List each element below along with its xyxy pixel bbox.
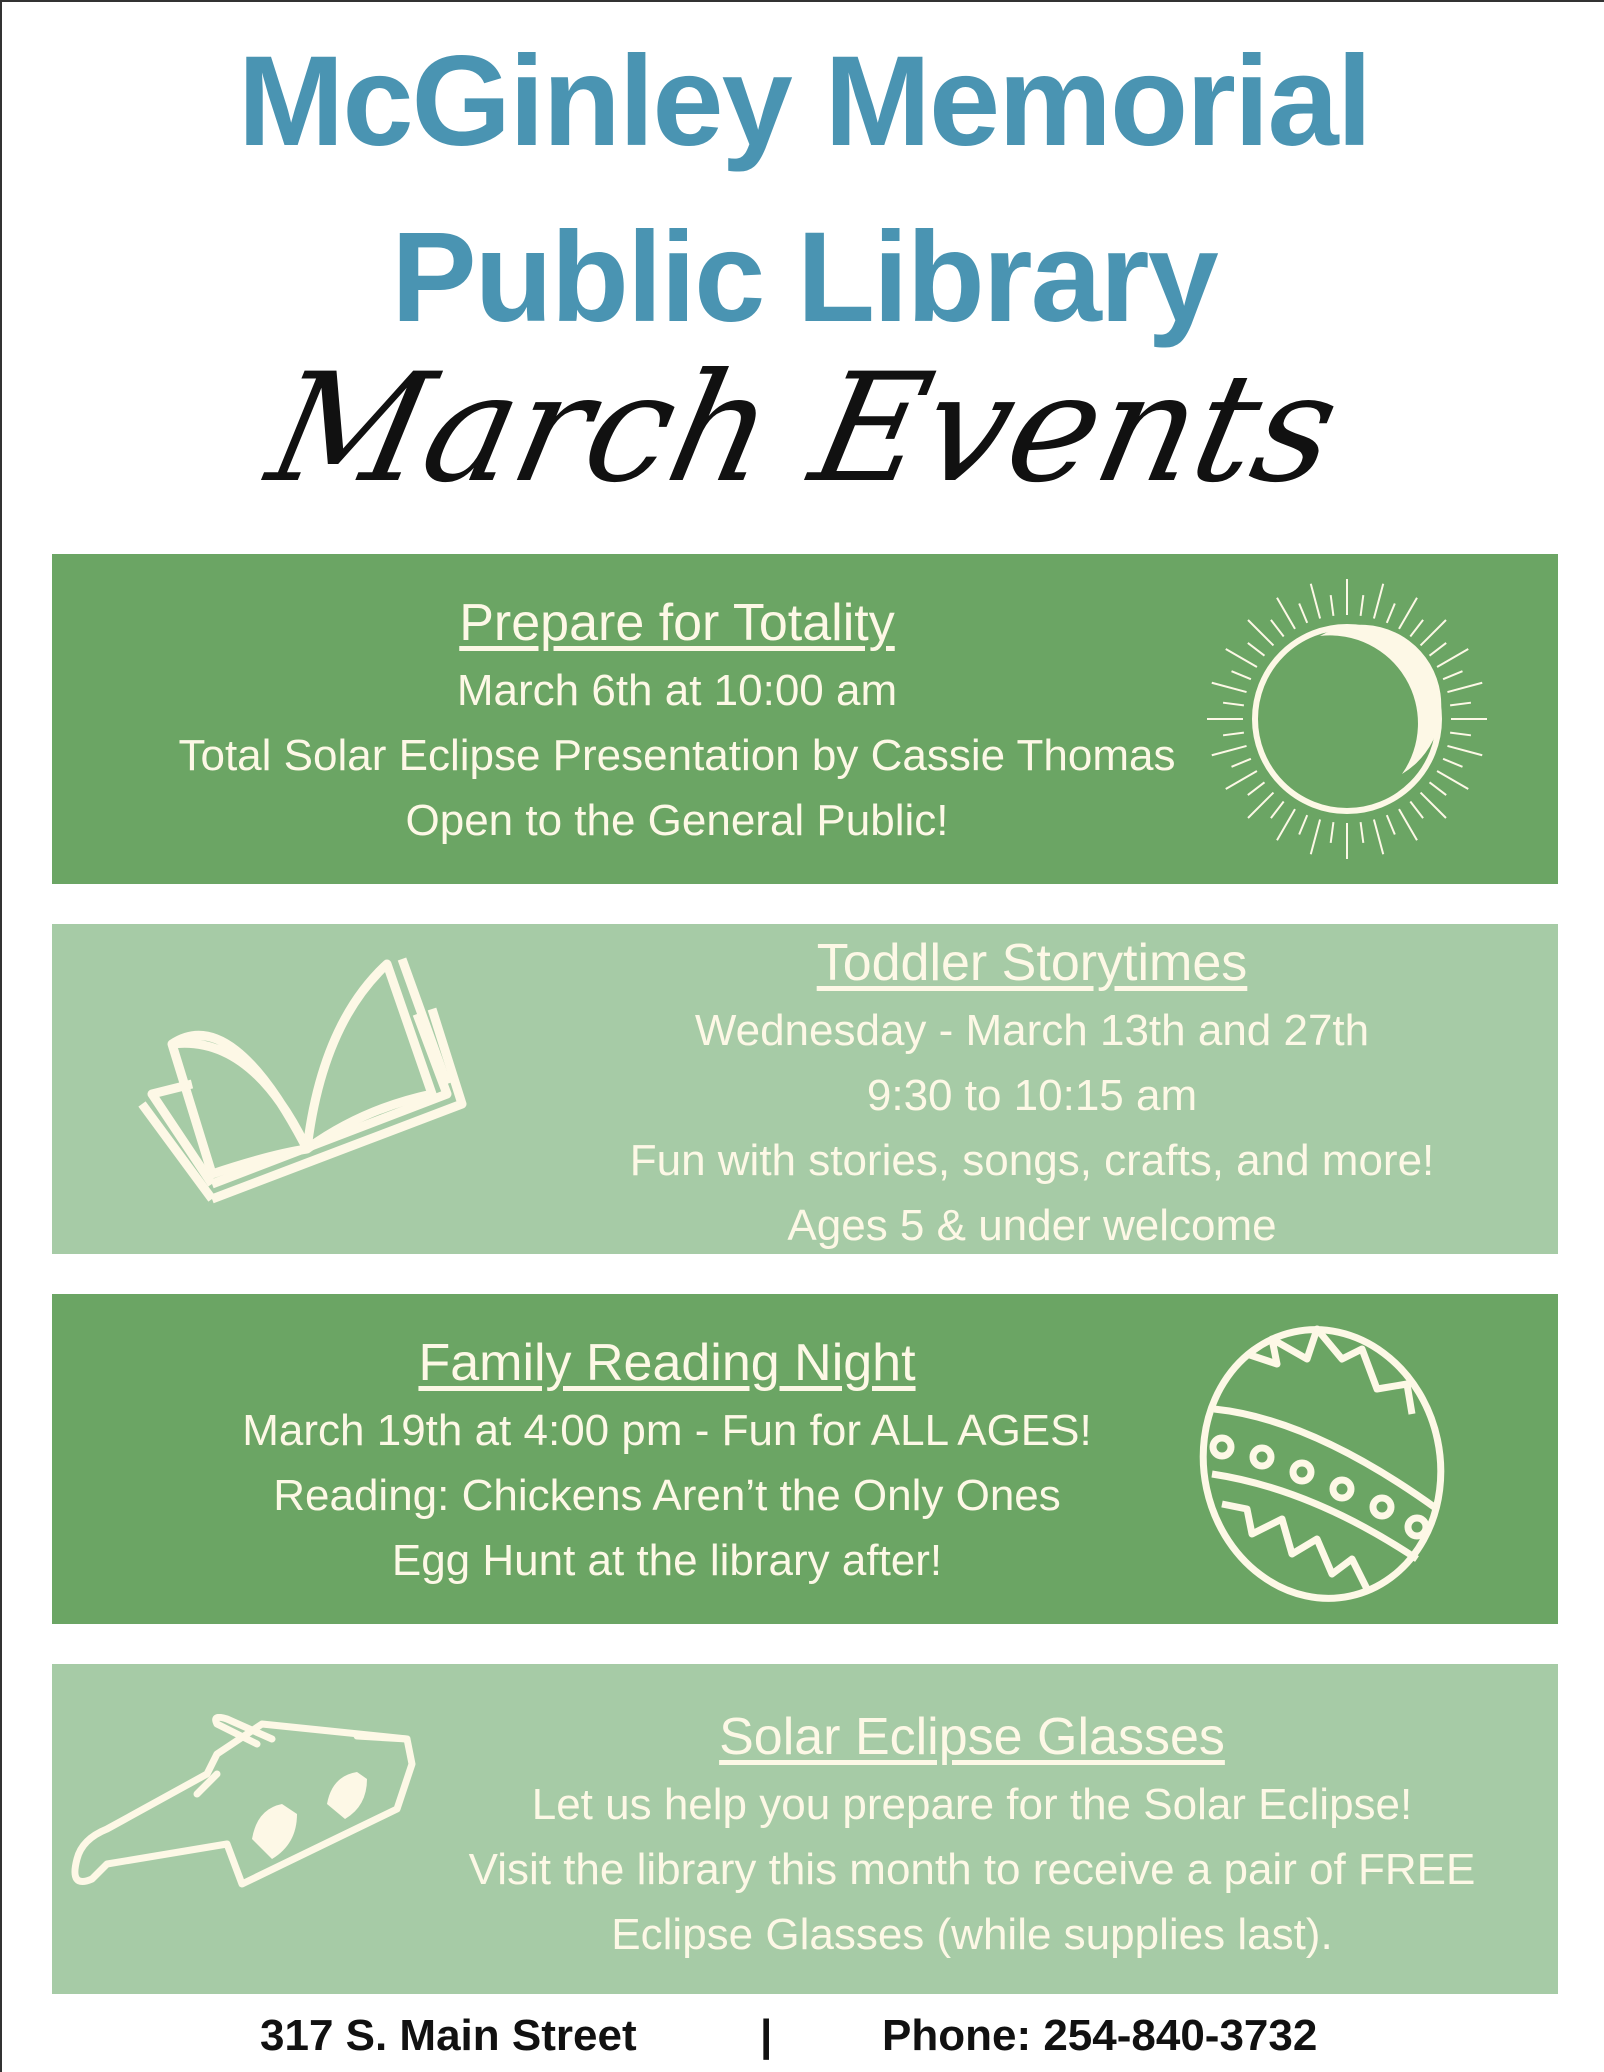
sun-ray xyxy=(1331,822,1334,843)
sun-ray xyxy=(1443,759,1462,767)
event-line: Let us help you prepare for the Solar Eclipse! xyxy=(531,1780,1413,1829)
sun-ray xyxy=(1226,771,1257,789)
sun-ray xyxy=(1311,584,1320,619)
sun-ray xyxy=(1410,802,1423,819)
eclipse-glasses-icon xyxy=(67,1714,427,1974)
sun-ray xyxy=(1223,733,1244,736)
sun-ray xyxy=(1277,598,1295,629)
sun-ray xyxy=(1277,809,1295,840)
event-title: Toddler Storytimes xyxy=(816,934,1248,992)
sun-ray xyxy=(1232,759,1251,767)
event-text xyxy=(82,1328,1252,1593)
sun-ray xyxy=(1421,620,1446,645)
event-toddler-storytimes xyxy=(52,924,1558,1254)
sun-ray xyxy=(1374,584,1383,619)
sun-ray xyxy=(1361,595,1364,616)
event-line: Ages 5 & under welcome xyxy=(787,1201,1277,1250)
event-line: March 19th at 4:00 pm - Fun for ALL AGES! xyxy=(242,1406,1092,1455)
sun-ray xyxy=(1223,703,1244,706)
footer xyxy=(2,2008,1604,2064)
march-events-heading: March Events xyxy=(255,342,1353,516)
sun-ray xyxy=(1248,793,1273,818)
footer-address: 317 S. Main Street xyxy=(260,2011,637,2060)
event-text xyxy=(422,1702,1522,1967)
event-line: March 6th at 10:00 am xyxy=(456,666,898,715)
sun-ray xyxy=(1299,815,1307,834)
sun-ray xyxy=(1271,620,1284,637)
sun-ray xyxy=(1212,683,1247,692)
event-text xyxy=(542,928,1522,1258)
sun-ray xyxy=(1248,643,1265,656)
sun-ray xyxy=(1447,746,1482,755)
event-line: Total Solar Eclipse Presentation by Cassie Thomas xyxy=(178,731,1176,780)
sun-ray xyxy=(1450,703,1471,706)
sun-ray xyxy=(1399,809,1417,840)
sun-ray xyxy=(1387,815,1395,834)
event-text xyxy=(92,588,1262,853)
eclipse-icon xyxy=(1202,574,1492,864)
sun-ray xyxy=(1226,649,1257,667)
title-line-1: McGinley Memorial xyxy=(237,30,1371,173)
sun-ray xyxy=(1447,683,1482,692)
event-line: Fun with stories, songs, crafts, and more! xyxy=(629,1136,1435,1185)
event-title: Solar Eclipse Glasses xyxy=(719,1708,1225,1766)
sun-ray xyxy=(1331,595,1334,616)
event-line: Open to the General Public! xyxy=(405,796,949,845)
sun-ray xyxy=(1232,671,1251,679)
sun-ray xyxy=(1311,819,1320,854)
event-line: Visit the library this month to receive a pair of FREE xyxy=(468,1845,1476,1894)
sun-ray xyxy=(1212,746,1247,755)
footer-separator: | xyxy=(760,2011,773,2060)
footer-phone: Phone: 254-840-3732 xyxy=(882,2011,1318,2060)
sun-ray xyxy=(1248,620,1273,645)
sun-ray xyxy=(1450,733,1471,736)
event-line: 9:30 to 10:15 am xyxy=(866,1071,1198,1120)
event-title: Family Reading Night xyxy=(418,1334,916,1392)
sun-ray xyxy=(1399,598,1417,629)
event-family-reading-night xyxy=(52,1294,1558,1624)
event-line: Wednesday - March 13th and 27th xyxy=(694,1006,1370,1055)
sun-ray xyxy=(1443,671,1462,679)
sun-ray xyxy=(1248,782,1265,795)
event-title: Prepare for Totality xyxy=(459,594,895,652)
sun-ray xyxy=(1299,604,1307,623)
sun-ray xyxy=(1374,819,1383,854)
title-line-2: Public Library xyxy=(391,206,1217,349)
event-line: Eclipse Glasses (while supplies last). xyxy=(611,1910,1333,1959)
event-prepare-for-totality xyxy=(52,554,1558,884)
event-line: Reading: Chickens Aren’t the Only Ones xyxy=(273,1471,1061,1520)
sun-ray xyxy=(1410,620,1423,637)
sun-ray xyxy=(1387,604,1395,623)
event-line: Egg Hunt at the library after! xyxy=(391,1536,943,1585)
sun-ray xyxy=(1421,793,1446,818)
sun-ray xyxy=(1271,802,1284,819)
easter-egg-icon xyxy=(1192,1309,1452,1609)
sun-ray xyxy=(1437,771,1468,789)
sun-ray xyxy=(1430,782,1447,795)
event-solar-eclipse-glasses xyxy=(52,1664,1558,1994)
sun-ray xyxy=(1437,649,1468,667)
sun-ray xyxy=(1430,643,1447,656)
book-icon xyxy=(132,934,482,1234)
sun-ray xyxy=(1361,822,1364,843)
